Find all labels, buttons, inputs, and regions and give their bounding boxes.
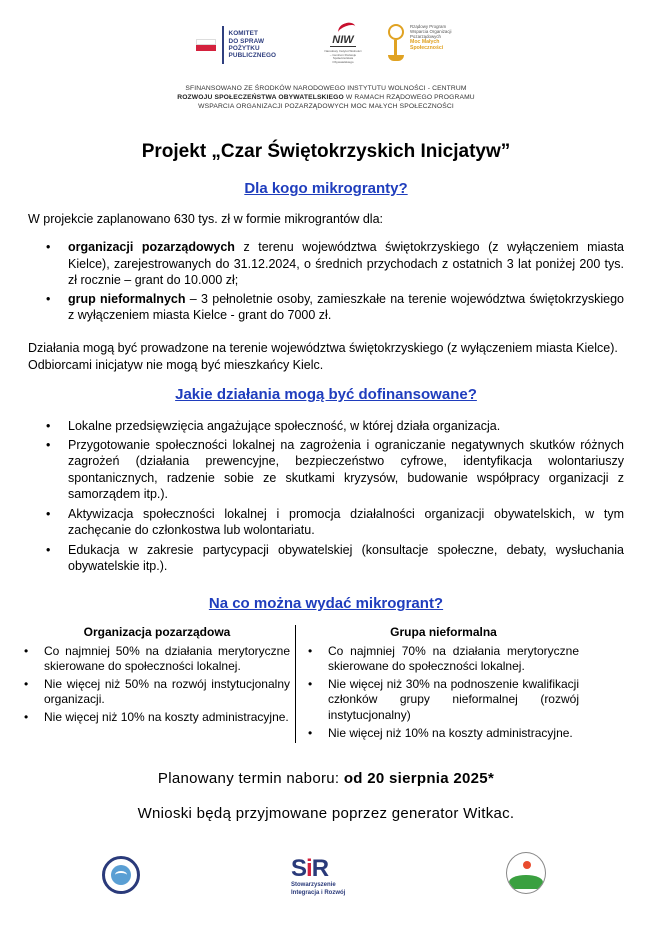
item-text: – 3 pełnoletnie osoby, zamieszkałe na terenie województwa świętokrzyskiego z wyłączeniem miasta Kielce - grant do 7000 zł.: [68, 291, 625, 322]
list-item: [46, 437, 624, 503]
sir-subtitle-1: Stowarzyszenie: [291, 882, 336, 888]
item-text: Lokalne przedsięwzięcia angażujące społeczność, w której działa organizacja.: [68, 419, 501, 433]
ngo-column: [24, 625, 290, 728]
list-item: [46, 239, 624, 289]
list-item: [24, 644, 290, 675]
list-item: [46, 542, 624, 575]
section2-list: [46, 418, 624, 575]
item-text: Aktywizacja społeczności lokalnej i promocja działalności organizacji obywatelskich, w tym zachęcanie do członkostwa lub wolontariatu.: [68, 506, 624, 537]
bullet-icon: •: [46, 291, 51, 306]
bullet-icon: •: [24, 709, 29, 724]
funding-line-2: [150, 93, 502, 102]
page-title: Projekt „Czar Świętokrzyskich Inicjatyw”: [141, 141, 511, 162]
application-note: Wnioski będą przyjmowane poprzez generator Witkac.: [137, 805, 515, 822]
sir-subtitle-2: Integracja i Rozwój: [291, 889, 346, 896]
sir-letter: S: [291, 855, 307, 882]
partner-logo-right: [506, 852, 546, 894]
item-text: Przygotowanie społeczności lokalnej na zagrożenia i ograniczanie negatywnych skutków różnych zagrożeń (działania prewencyjne, bezpieczeństwo cyfrowe, identyfikacja wolontariuszy spontanicznych, radzenie sobie ze skutkami kryzysów, budowanie współpracy organizacji z samorządem itp.).: [68, 437, 624, 501]
sir-letter: R: [311, 855, 329, 882]
funding-line-1: SFINANSOWANO ZE ŚRODKÓW NARODOWEGO INSTYTUTU WOLNOŚCI - CENTRUM: [185, 85, 467, 92]
polish-flag-icon: [196, 39, 216, 51]
rpo-bold-text: Moc Małych Społeczności: [410, 39, 444, 51]
top-logos: [196, 20, 461, 70]
sir-logo: [291, 857, 361, 897]
list-item: [24, 710, 290, 726]
column-divider: [295, 625, 296, 743]
list-item: [24, 677, 290, 708]
ngo-column-head: Organizacja pozarządowa: [83, 625, 231, 639]
item-text: z terenu województwa świętokrzyskiego (z wyłączeniem miasta Kielce), zarejestrowanych do 31.12.2024, o średnich przychodach z ostatnich 3 lat poniżej 200 tys. zł rocznie – grant do 10.000 zł;: [68, 240, 625, 287]
niw-mark: NIW: [332, 34, 354, 46]
bullet-icon: •: [308, 643, 313, 658]
funding-line-3: WSPARCIA ORGANIZACJI POZARZĄDOWYCH MOC MAŁYCH SPOŁECZNOŚCI: [198, 103, 454, 110]
bullet-icon: •: [46, 542, 51, 557]
rpo-logo: [388, 22, 466, 66]
informal-group-column: [308, 625, 579, 743]
section-heading-spending: Na co można wydać mikrogrant?: [208, 595, 444, 612]
partner-logo-left: [102, 856, 140, 894]
kdspp-line: KOMITET: [228, 30, 258, 38]
funding-statement: [150, 84, 502, 111]
funding-line-2-rest: W RAMACH RZĄDOWEGO PROGRAMU: [343, 94, 475, 101]
list-item: [308, 726, 579, 742]
bullet-icon: •: [46, 437, 51, 452]
item-bold: grup nieformalnych: [68, 291, 186, 306]
kdspp-line: DO SPRAW: [228, 37, 265, 45]
list-item: [46, 506, 624, 539]
list-item: [308, 644, 579, 675]
informal-group-column-head: Grupa nieformalna: [390, 625, 497, 639]
recruitment-date-value: od 20 sierpnia 2025*: [343, 770, 495, 787]
sir-letter: i: [306, 855, 312, 882]
niw-subtitle: Narodowy Instytut Wolności – Centrum Rozwoju Społeczeństwa Obywatelskiego: [324, 49, 362, 64]
item-text: Co najmniej 50% na działania merytoryczne skierowane do społeczności lokalnej.: [44, 643, 290, 674]
section-heading-who: Dla kogo mikrogranty?: [244, 180, 408, 197]
list-item: [46, 291, 624, 324]
sun-icon: [523, 861, 531, 869]
bullet-icon: •: [24, 676, 29, 691]
item-text: Edukacja w zakresie partycypacji obywatelskiej (konsultacje społeczne, debaty, wysłuchania obywatelskie itp.).: [68, 542, 624, 573]
item-text: Nie więcej niż 30% na podnoszenie kwalifikacji członków grupy nieformalnej (rozwój instytucjonalny): [328, 676, 579, 722]
section1-list: [46, 239, 624, 324]
kdspp-line: POŻYTKU: [228, 45, 260, 52]
section1-outro: Działania mogą być prowadzone na terenie województwa świętokrzyskiego (z wyłączeniem miasta Kielce). Odbiorcami inicjatyw nie mogą być mieszkańcy Kielc.: [28, 341, 618, 372]
rpo-small-text: Rządowy Program Wsparcia Organizacji Pozarządowych: [410, 24, 452, 39]
item-text: Nie więcej niż 10% na koszty administracyjne.: [44, 709, 289, 724]
item-text: Nie więcej niż 50% na rozwój instytucjonalny organizacji.: [44, 676, 290, 707]
bullet-icon: •: [46, 419, 51, 433]
section-heading-activities: Jakie działania mogą być dofinansowane?: [175, 386, 477, 403]
bullet-icon: •: [308, 676, 313, 691]
item-text: Co najmniej 70% na działania merytoryczne skierowane do społeczności lokalnej.: [328, 643, 579, 674]
list-item: [308, 677, 579, 724]
funding-line-2-bold: ROZWOJU SPOŁECZEŃSTWA OBYWATELSKIEGO: [177, 94, 344, 101]
niw-logo: [324, 20, 362, 66]
bullet-icon: •: [24, 643, 29, 658]
kdspp-line: PUBLICZNEGO: [228, 52, 277, 60]
list-item: [46, 418, 624, 435]
kdspp-logo: [196, 26, 276, 64]
hill-icon: [509, 875, 543, 889]
bullet-icon: •: [46, 506, 51, 521]
recruitment-date: [0, 770, 652, 787]
bullet-icon: •: [308, 725, 313, 740]
bullet-icon: •: [46, 240, 51, 254]
section1-intro: W projekcie zaplanowano 630 tys. zł w formie mikrograntów dla:: [28, 212, 384, 226]
item-bold: organizacji pozarządowych: [68, 240, 235, 254]
item-text: Nie więcej niż 10% na koszty administracyjne.: [328, 725, 573, 740]
recruitment-date-prefix: Planowany termin naboru:: [157, 770, 344, 787]
rpo-emblem-icon: [388, 24, 404, 40]
